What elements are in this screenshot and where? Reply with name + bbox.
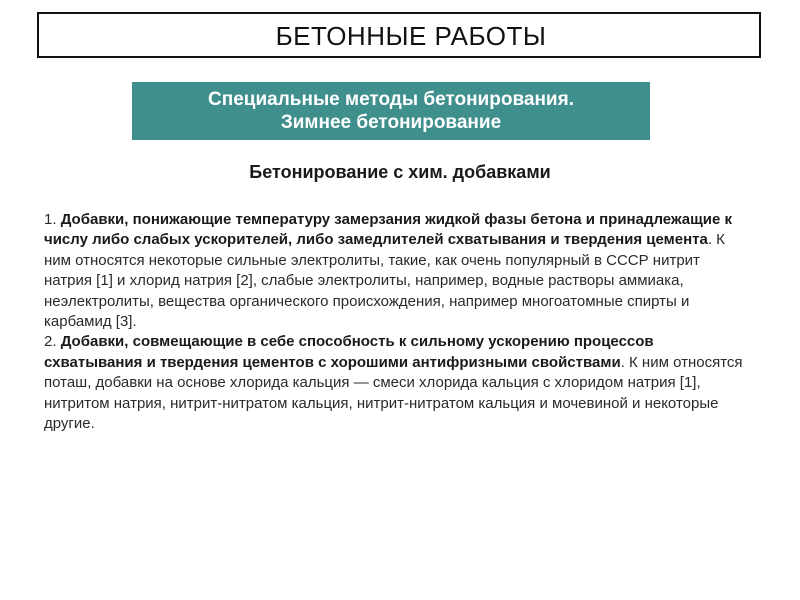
item-text: . К ним относятся некоторые сильные электролиты, такие, как очень популярный в СССР нитрит натрия [1] и хлорид натрия [2], слабые электролиты, например, водные растворы аммиака, неэлектролиты, вещества органического происхождения, например многоатомные спирты и карбамид [3]. xyxy=(44,231,725,331)
item-number: 2. xyxy=(44,333,57,351)
list-item-2 xyxy=(44,332,744,434)
item-bold-text: Добавки, совмещающие в себе способность к сильному ускорению процессов схватывания и твердения цементов с хорошими антифризными свойствами xyxy=(44,333,654,371)
item-text: . К ним относятся поташ, добавки на основе хлорида кальция — смеси хлорида кальция с хлоридом натрия [1], нитритом натрия, нитрит-нитратом кальция, нитрит-нитратом кальция и мочевиной и некоторые другие. xyxy=(44,353,743,433)
page-title: БЕТОННЫЕ РАБОТЫ xyxy=(275,21,547,51)
banner-line-1: Специальные методы бетонирования. xyxy=(208,89,574,110)
title-box xyxy=(37,12,761,58)
banner-line-2: Зимнее бетонирование xyxy=(280,112,502,133)
list-item-1 xyxy=(44,210,744,332)
section-heading: Бетонирование с хим. добавками xyxy=(249,162,551,182)
section-banner xyxy=(132,82,650,140)
body-text xyxy=(44,210,744,434)
item-bold-text: Добавки, понижающие температуру замерзания жидкой фазы бетона и принадлежащие к числу либо слабых ускорителей, либо замедлителей схватывания и твердения цемента xyxy=(44,211,733,249)
item-number: 1. xyxy=(44,211,57,228)
